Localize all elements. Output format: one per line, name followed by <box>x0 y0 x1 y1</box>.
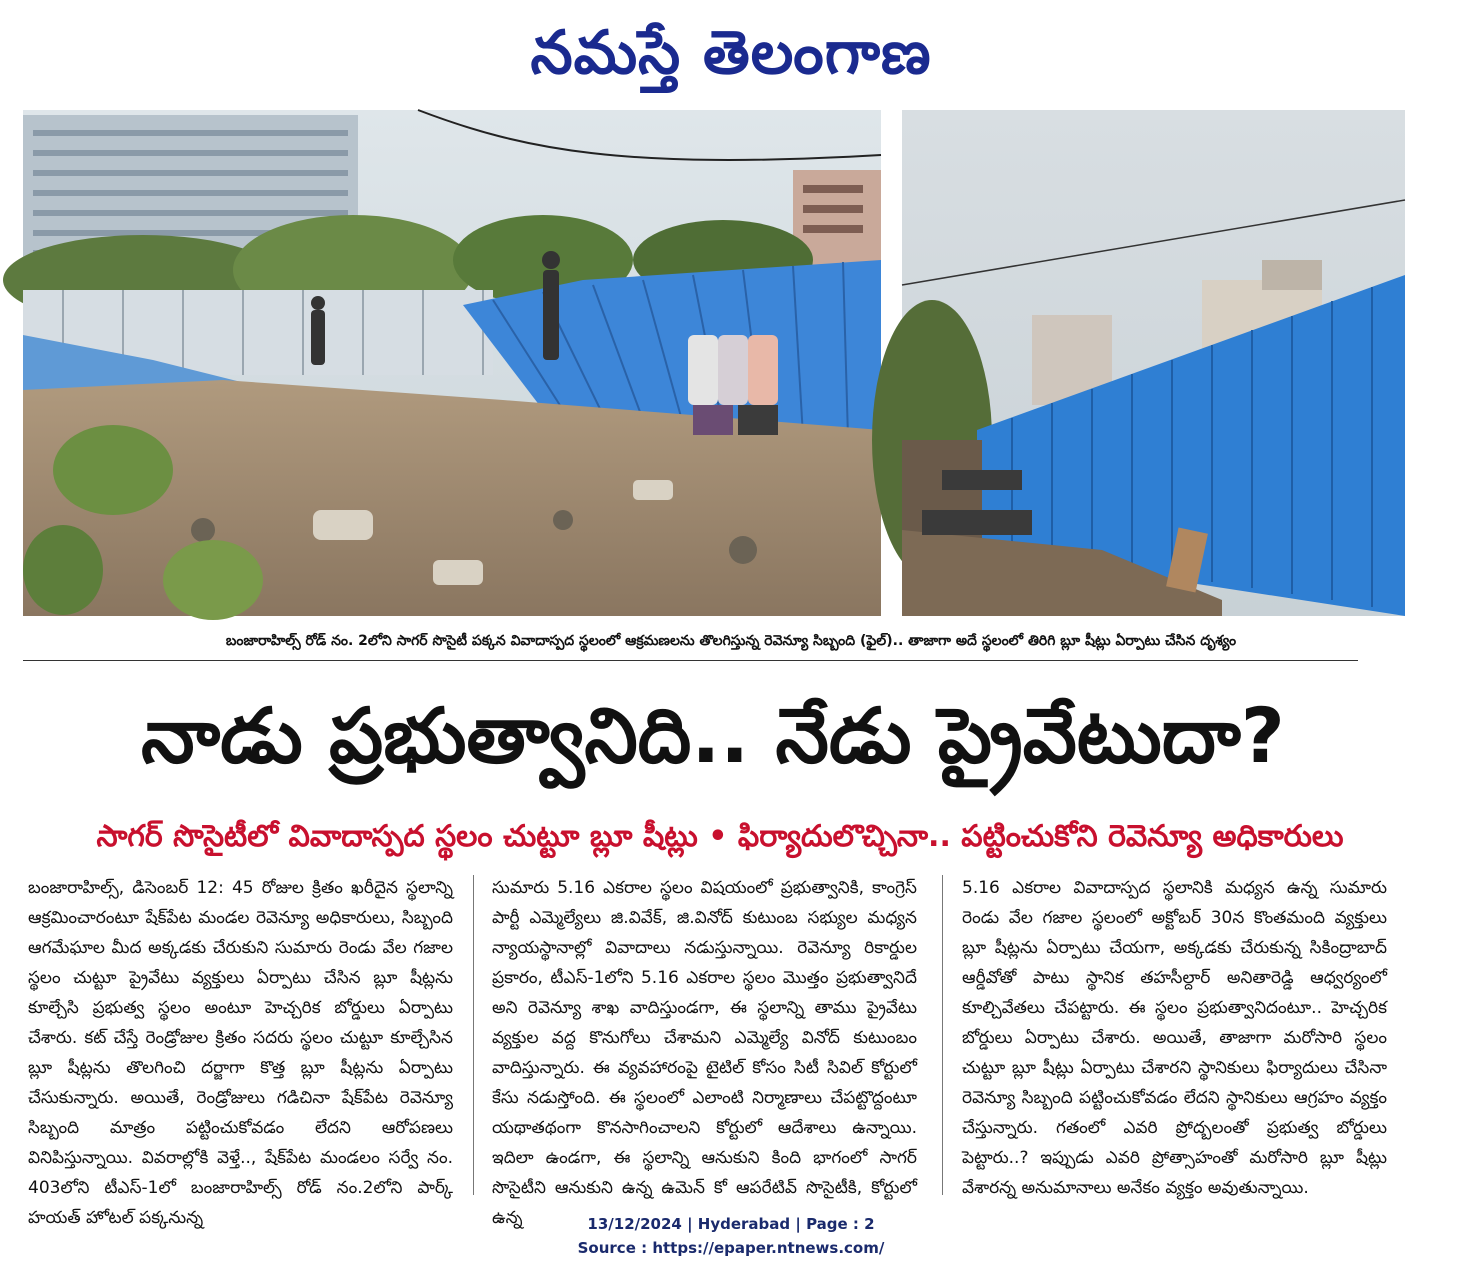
divider <box>23 660 1358 661</box>
article-column-3: 5.16 ఎకరాల వివాదాస్పద స్థలానికి మధ్యన ఉన్న సుమారు రెండు వేల గజాల స్థలంలో అక్టోబర్ 30న కొంతమంది వ్యక్తులు బ్లూ షీట్లను ఏర్పాటు చేయగా, అక్కడకు చేరుకున్న సికింద్రాబాద్ ఆర్డీవోతో పాటు స్థానిక తహసీల్దార్ అనితారెడ్డి ఆధ్వర్యంలో కూల్చివేతలు చేపట్టారు. ఈ స్థలం ప్రభుత్వానిదంటూ.. హెచ్చరిక బోర్డులు ఏర్పాటు చేశారు. అయితే, తాజాగా మరోసారి స్థలం చుట్టూ బ్లూ షీట్లు ఏర్పాటు చేశారని స్థానికులు ఫిర్యాదులు చేసినా రెవెన్యూ సిబ్బంది పట్టించుకోవడం లేదని స్థానికులు ఆగ్రహం వ్యక్తం చేస్తున్నారు. గతంలో ఎవరి ప్రోద్బలంతో ప్రభుత్వ బోర్డులు పెట్టారు..? ఇప్పుడు ఎవరి ప్రోత్సాహంతో మరోసారి బ్లూ షీట్లు వేశారన్న అనుమానాలు అనేకం వ్యక్తం అవుతున్నాయి. <box>962 878 1387 1198</box>
construction-site-photo <box>23 110 881 616</box>
masthead <box>0 8 1462 98</box>
photo-caption: బంజారాహిల్స్ రోడ్ నం. 2లోని సాగర్ సొసైటీ పక్కన వివాదాస్పద స్థలంలో ఆక్రమణలను తొలగిస్తున్న రెవెన్యూ సిబ్బంది (ఫైల్).. తాజాగా అదే స్థలంలో తిరిగి బ్లూ షీట్లు ఏర్పాటు చేసిన దృశ్యం <box>225 633 1237 649</box>
subheadline: సాగర్ సొసైటీలో వివాదాస్పద స్థలం చుట్టూ బ్లూ షీట్లు • ఫిర్యాదులొచ్చినా.. పట్టించుకోని రెవెన్యూ అధికారులు <box>96 819 1344 854</box>
headline: నాడు ప్రభుత్వానిది.. నేడు ప్రైవేటుదా? <box>141 691 1285 780</box>
masthead-title: నమస్తే తెలంగాణ <box>530 18 932 88</box>
blue-fence-photo <box>902 110 1405 616</box>
footer-dateline: 13/12/2024 | Hyderabad | Page : 2 <box>587 1215 875 1233</box>
column-divider <box>473 875 474 1195</box>
article-column-2: సుమారు 5.16 ఎకరాల స్థలం విషయంలో ప్రభుత్వానికి, కాంగ్రెస్ పార్టీ ఎమ్మెల్యేలు జి.వివేక్, జి.వినోద్ కుటుంబ సభ్యుల మధ్యన న్యాయస్థానాల్లో వివాదాలు నడుస్తున్నాయి. రెవెన్యూ రికార్డుల ప్రకారం, టీఎస్-1లోని 5.16 ఎకరాల స్థలం మొత్తం ప్రభుత్వానిదే అని రెవెన్యూ శాఖ వాదిస్తుండగా, ఈ స్థలాన్ని తాము ప్రైవేటు వ్యక్తుల వద్ద కొనుగోలు చేశామని ఎమ్మెల్యే వినోద్ కుటుంబం వాదిస్తున్నారు. ఈ వ్యవహారంపై టైటిల్ కోసం సిటీ సివిల్ కోర్టులో కేసు నడుస్తోంది. ఈ స్థలంలో ఎలాంటి నిర్మాణాలు చేపట్టొద్దంటూ యథాతథంగా కొనసాగించాలని కోర్టులో ఆదేశాలు ఉన్నాయి. ఇదిలా ఉండగా, ఈ స్థలాన్ని ఆనుకుని కింది భాగంలో సాగర్ సొసైటీని ఆనుకుని ఉన్న ఉమెన్ కో ఆపరేటివ్ సొసైటీకి, కోర్టులో ఉన్న <box>492 878 917 1228</box>
footer-source-link[interactable]: Source : https://epaper.ntnews.com/ <box>577 1239 885 1257</box>
article-column-1: బంజారాహిల్స్, డిసెంబర్ 12: 45 రోజుల క్రితం ఖరీదైన స్థలాన్ని ఆక్రమించారంటూ షేక్‌పేట మండల రెవెన్యూ అధికారులు, సిబ్బంది ఆగమేఘాల మీద అక్కడకు చేరుకుని సుమారు రెండు వేల గజాల స్థలం చుట్టూ ప్రైవేటు వ్యక్తులు ఏర్పాటు చేసిన బ్లూ షీట్లను కూల్చేసి ప్రభుత్వ స్థలం అంటూ హెచ్చరిక బోర్డులు ఏర్పాటు చేశారు. కట్ చేస్తే రెండ్రోజుల క్రితం సదరు స్థలం చుట్టూ కూల్చేసిన బ్లూ షీట్లను తొలగించి దర్జాగా కొత్త బ్లూ షీట్లను ఏర్పాటు చేసుకున్నారు. అయితే, రెండ్రోజులు గడిచినా షేక్‌పేట రెవెన్యూ సిబ్బంది మాత్రం పట్టించుకోవడం లేదని ఆరోపణలు వినిపిస్తున్నాయి. వివరాల్లోకి వెళ్తే.., షేక్‌పేట మండలం సర్వే నం. 403లోని టీఎస్-1లో బంజారాహిల్స్ రోడ్ నం.2లోని పార్క్ హయత్ హోటల్ పక్కనున్న <box>28 878 453 1228</box>
column-divider <box>942 875 943 1195</box>
